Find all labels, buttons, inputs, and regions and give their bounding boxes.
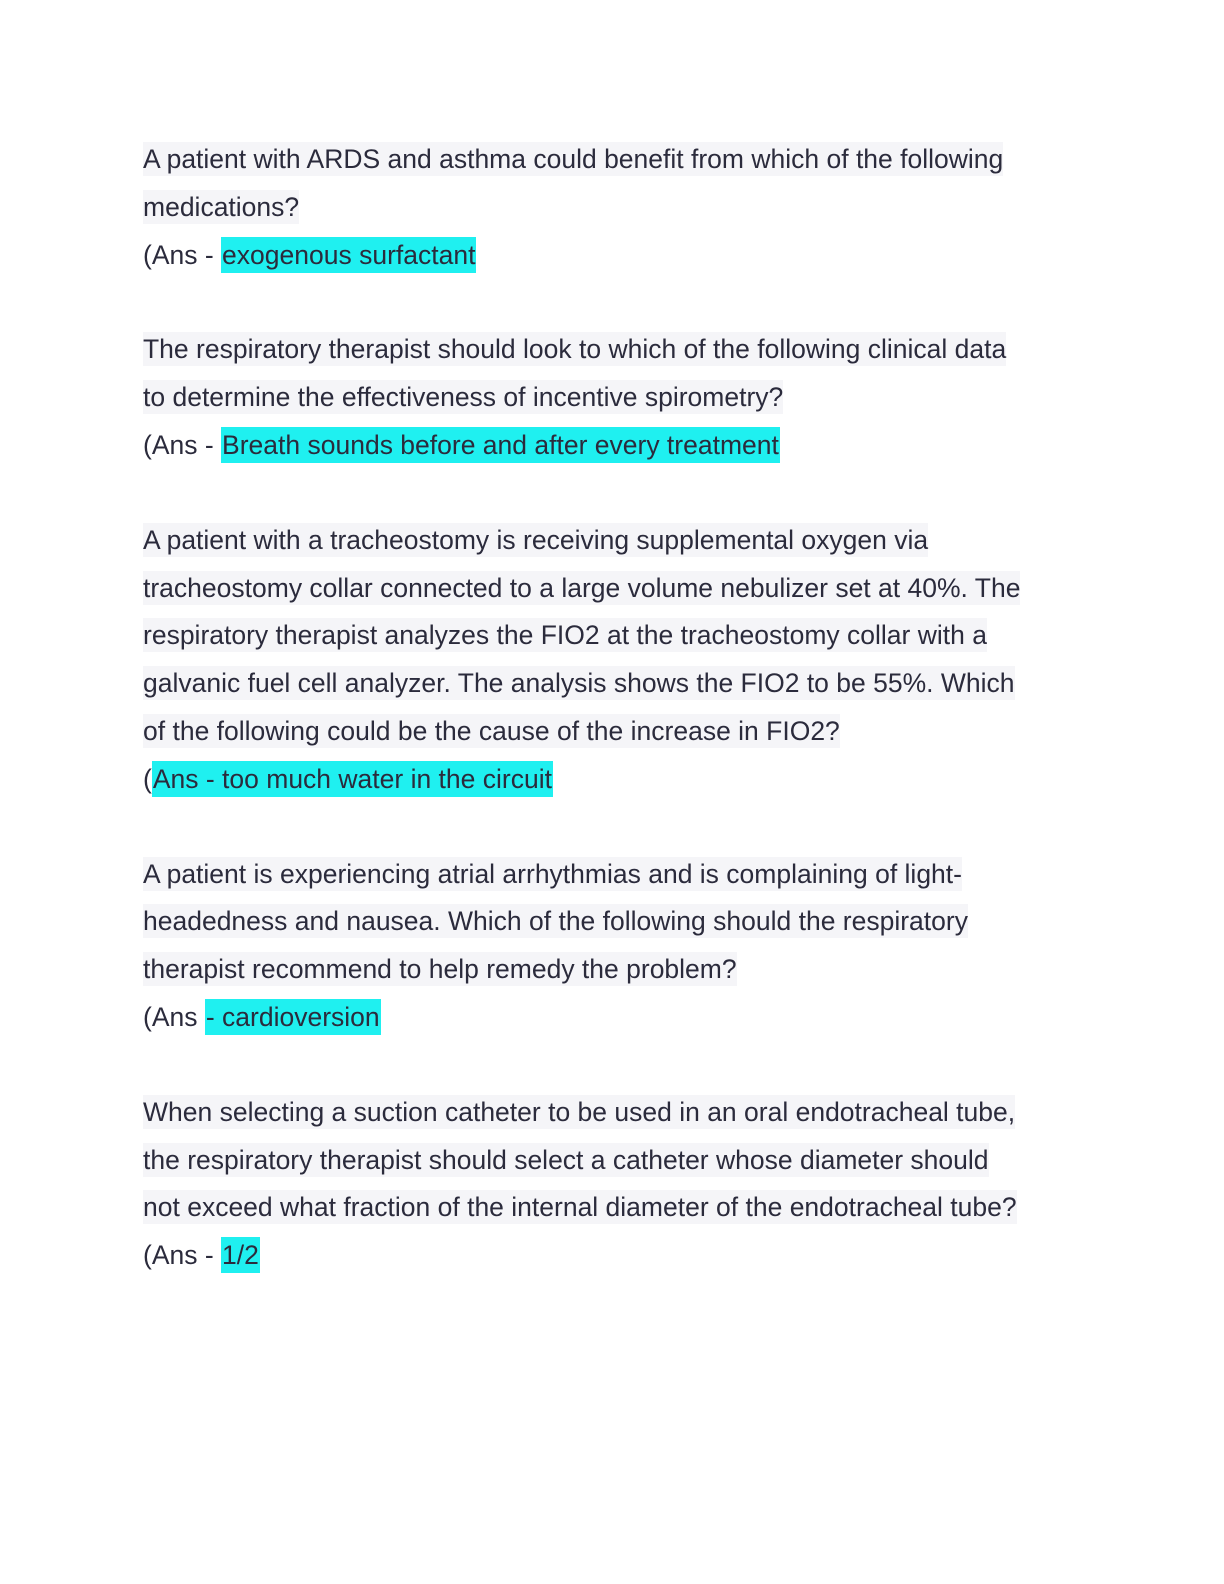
answer-prefix: (Ans - [143,429,222,460]
question-line: headedness and nausea. Which of the following should the respiratory [143,906,968,937]
question-line: the respiratory therapist should select a catheter whose diameter should [143,1144,989,1175]
answer-prefix: (Ans [143,1001,205,1032]
question-line: respiratory therapist analyzes the FIO2 at the tracheostomy collar with a [143,620,987,651]
answer-highlight: exogenous surfactant [221,237,476,273]
qa-item-4 [143,851,1083,1042]
answer-prefix: ( [143,763,152,794]
answer-line [143,756,1083,804]
question-line: of the following could be the cause of the increase in FIO2? [143,715,840,746]
question-line: A patient with ARDS and asthma could benefit from which of the following [143,144,1004,174]
answer-line [143,994,1083,1042]
answer-prefix: (Ans - [143,239,222,270]
answer-line [143,1232,1083,1280]
qa-item-3 [143,517,1083,804]
qa-item-1 [143,136,1083,279]
answer-highlight: 1/2 [221,1237,260,1273]
question-line: When selecting a suction catheter to be used in an oral endotracheal tube, [143,1096,1016,1127]
answer-line [143,422,1083,470]
question-line: not exceed what fraction of the internal diameter of the endotracheal tube? [143,1192,1017,1223]
answer-prefix: (Ans - [143,1240,222,1271]
answer-highlight: Ans - too much water in the circuit [152,761,553,797]
question-line: medications? [143,191,300,222]
question-line: therapist recommend to help remedy the problem? [143,954,737,985]
question-line: galvanic fuel cell analyzer. The analysis shows the FIO2 to be 55%. Which [143,668,1015,699]
answer-highlight: - cardioversion [205,999,381,1035]
answer-line [143,232,1083,280]
answer-highlight: Breath sounds before and after every treatment [221,427,780,463]
qa-item-5 [143,1089,1083,1280]
question-line: A patient with a tracheostomy is receiving supplemental oxygen via [143,524,929,555]
question-line: tracheostomy collar connected to a large volume nebulizer set at 40%. The [143,572,1021,603]
question-line: A patient is experiencing atrial arrhythmias and is complaining of light- [143,858,962,889]
question-line: The respiratory therapist should look to which of the following clinical data [143,334,1007,365]
question-line: to determine the effectiveness of incentive spirometry? [143,382,784,413]
document-page [143,136,1083,1327]
qa-item-2 [143,326,1083,469]
